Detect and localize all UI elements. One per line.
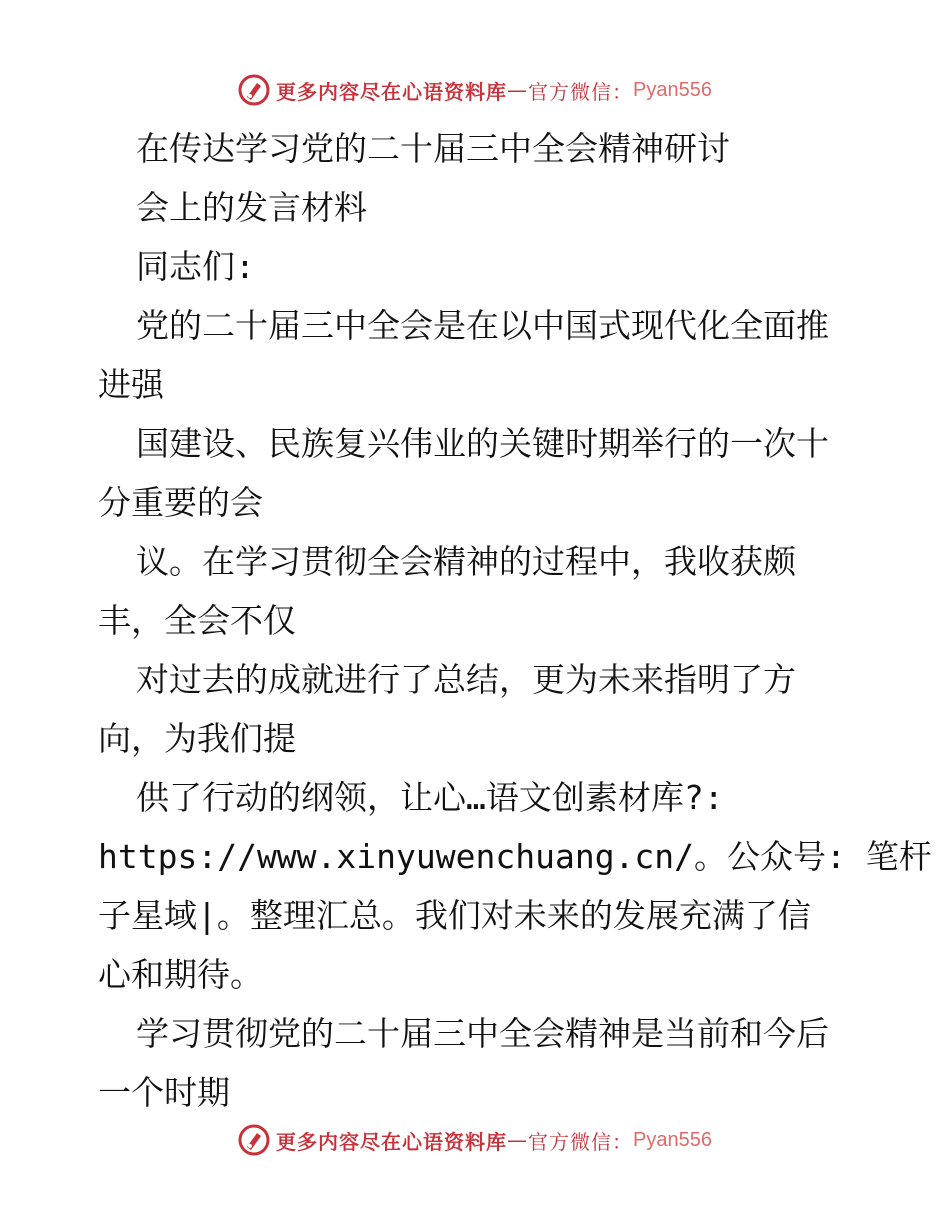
paragraph-line: 心和期待。	[98, 955, 263, 994]
banner-wechat-id: Pyan556	[633, 78, 712, 101]
paragraph-line: 学习贯彻党的二十届三中全会精神是当前和今后	[136, 1014, 829, 1053]
banner-wechat-id: Pyan556	[633, 1128, 712, 1151]
document-body	[98, 119, 932, 1122]
footer-banner	[0, 1120, 950, 1160]
header-banner	[0, 70, 950, 110]
paragraph-line: 丰，全会不仅	[98, 601, 296, 640]
paragraph-line: 一个时期	[98, 1073, 230, 1112]
paragraph-line: 子星域|。整理汇总。我们对未来的发展充满了信	[98, 896, 811, 935]
paragraph-line-url: https://www.xinyuwenchuang.cn/。公众号: 笔杆	[98, 837, 932, 876]
pen-logo-icon	[238, 74, 270, 106]
paragraph-line: 党的二十届三中全会是在以中国式现代化全面推	[136, 306, 829, 345]
paragraph-line: 进强	[98, 365, 164, 404]
banner-wechat-label: 官方微信：	[528, 1129, 634, 1154]
paragraph-line: 对过去的成就进行了总结，更为未来指明了方	[136, 660, 796, 699]
document-title-line-2: 会上的发言材料	[136, 188, 367, 227]
paragraph-line: 国建设、民族复兴伟业的关键时期举行的一次十	[136, 424, 829, 463]
banner-dash: —	[507, 1128, 529, 1152]
banner-site-text: 更多内容尽在心语资料库	[276, 1129, 508, 1154]
banner-dash: —	[507, 78, 529, 102]
salutation: 同志们:	[136, 247, 255, 286]
pen-logo-icon	[238, 1124, 270, 1156]
banner-wechat-label: 官方微信：	[528, 79, 634, 104]
paragraph-line: 分重要的会	[98, 483, 263, 522]
document-title-line-1: 在传达学习党的二十届三中全会精神研讨	[136, 129, 730, 168]
paragraph-line: 议。在学习贯彻全会精神的过程中，我收获颇	[136, 542, 796, 581]
paragraph-line: 供了行动的纲领，让心…语文创素材库?:	[136, 778, 724, 817]
banner-site-text: 更多内容尽在心语资料库	[276, 79, 508, 104]
paragraph-line: 向，为我们提	[98, 719, 296, 758]
